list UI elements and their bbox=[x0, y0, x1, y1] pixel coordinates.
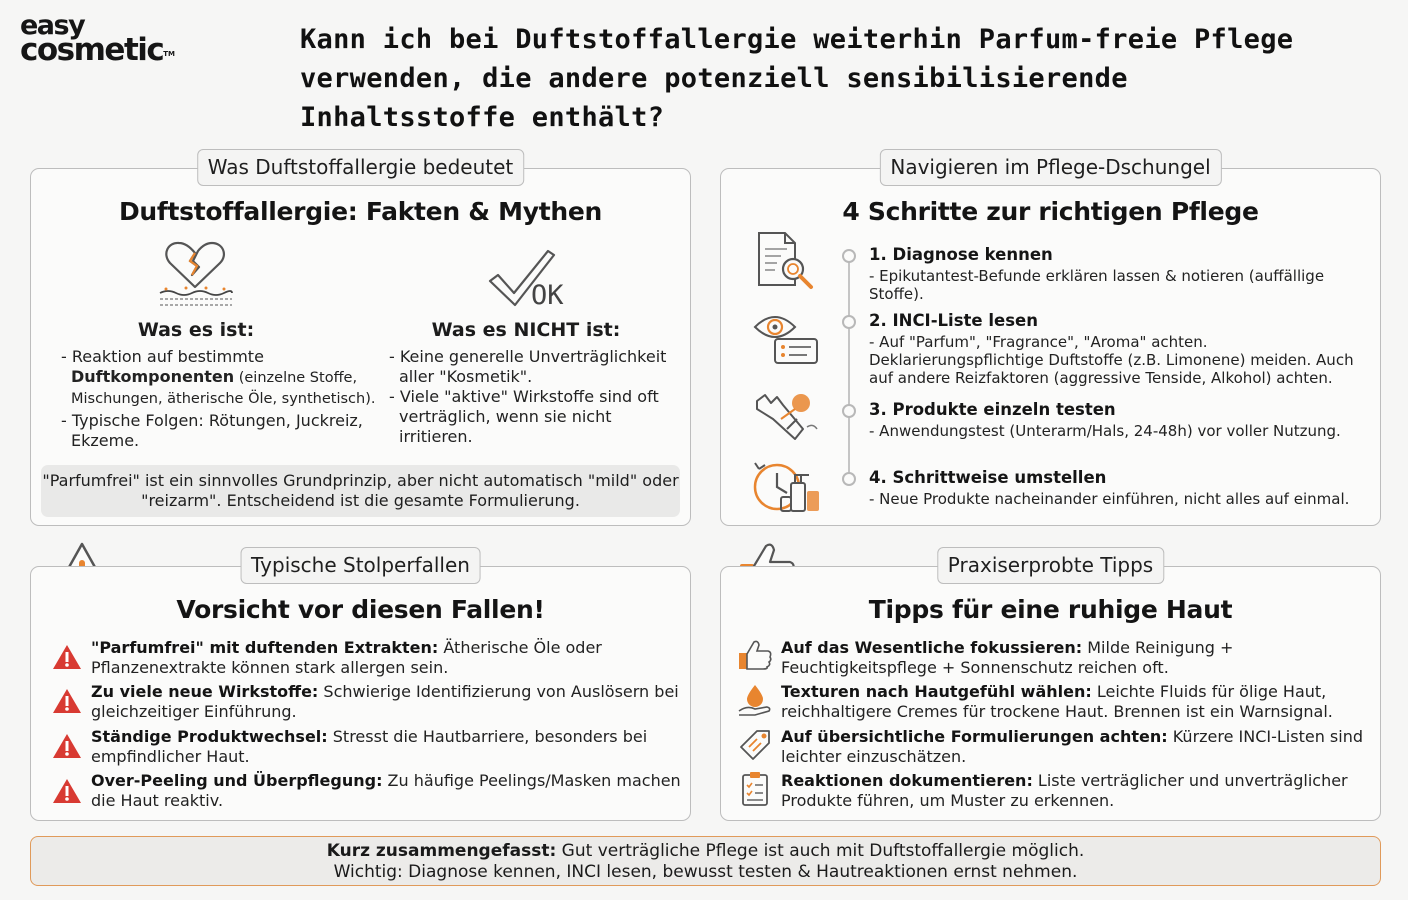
panel-heading-calm-skin: Tipps für eine ruhige Haut bbox=[868, 595, 1233, 624]
pitfall-4-text: Zu häufige Peelings/Masken machen die Haut reaktiv. bbox=[91, 771, 681, 810]
panel-heading-four-steps: 4 Schritte zur richtigen Pflege bbox=[842, 197, 1259, 226]
step-dot-4 bbox=[842, 472, 856, 486]
pitfall-2-text: Schwierige Identifizierung von Auslösern bei gleichzeitiger Einführung. bbox=[91, 682, 679, 721]
tip-3 bbox=[781, 727, 1371, 767]
step-3-title: 3. Produkte einzeln testen bbox=[869, 400, 1116, 419]
tag-icon bbox=[737, 727, 773, 761]
is-bullet-1 bbox=[61, 347, 381, 409]
is-list bbox=[61, 347, 381, 451]
tip-4 bbox=[781, 771, 1371, 811]
document-search-icon bbox=[751, 229, 821, 293]
pitfall-2-title: Zu viele neue Wirkstoffe: bbox=[91, 682, 319, 701]
ok-label: OK bbox=[531, 280, 564, 311]
is-bullet-1-bold: Duftkomponenten bbox=[71, 367, 235, 386]
checklist-icon bbox=[739, 771, 771, 807]
panel-tab-pitfalls: Typische Stolperfallen bbox=[240, 547, 481, 584]
tip-3-title: Auf übersichtliche Formulierungen achten: bbox=[781, 727, 1168, 746]
isnot-bullet-1: - Keine generelle Unverträglichkeit aller "Kosmetik". bbox=[389, 347, 667, 386]
tip-1-text: Milde Reinigung + Feuchtigkeitspflege + Sonnenschutz reichen oft. bbox=[781, 638, 1234, 677]
check-ok-icon bbox=[486, 247, 606, 311]
arm-test-icon bbox=[751, 389, 821, 445]
easycosmetic-logo bbox=[20, 10, 190, 68]
pitfall-3-text: Stresst die Hautbarriere, besonders bei empfindlicher Haut. bbox=[91, 727, 648, 766]
step-2-text: - Auf "Parfum", "Fragrance", "Aroma" achten. Deklarierungspflichtige Duftstoffe (z.B. Limonene) meiden. Auch auf andere Reizfaktoren (aggressive Tenside, Alkohol) achten. bbox=[869, 333, 1354, 387]
pitfall-1 bbox=[91, 638, 681, 678]
pitfall-4-title: Over-Peeling und Überpflegung: bbox=[91, 771, 383, 790]
panel-tab-tips: Praxiserprobte Tipps bbox=[937, 547, 1164, 584]
logo-trademark: TM bbox=[163, 50, 176, 58]
summary-text: Gut verträgliche Pflege ist auch mit Duftstoffallergie möglich. bbox=[556, 841, 1085, 861]
steps-timeline bbox=[848, 255, 850, 481]
pitfall-2 bbox=[91, 682, 681, 722]
is-heading: Was es ist: bbox=[137, 319, 255, 341]
summary-label: Kurz zusammengefasst: bbox=[326, 841, 557, 861]
pitfall-1-title: "Parfumfrei" mit duftenden Extrakten: bbox=[91, 638, 439, 657]
thumbs-up-small-icon bbox=[737, 639, 773, 671]
warning-icon bbox=[51, 777, 83, 805]
clock-products-icon bbox=[751, 459, 821, 517]
step-dot-2 bbox=[842, 315, 856, 329]
fragrance-free-note: "Parfumfrei" ist ein sinnvolles Grundprinzip, aber nicht automatisch "mild" oder "reizarm". Entscheidend ist die gesamte Formulierung. bbox=[41, 465, 680, 517]
pitfall-4 bbox=[91, 771, 681, 811]
step-4-text: - Neue Produkte nacheinander einführen, nicht alles auf einmal. bbox=[869, 490, 1350, 508]
tip-2 bbox=[781, 682, 1371, 722]
tip-2-title: Texturen nach Hautgefühl wählen: bbox=[781, 682, 1092, 701]
panel-care-jungle bbox=[720, 155, 1381, 526]
isnot-list bbox=[389, 347, 679, 447]
page-title: Kann ich bei Duftstoffallergie weiterhin Parfum-freie Pflege verwenden, die andere potenziell sensibilisierende Inhaltsstoffe enthält? bbox=[300, 24, 1294, 133]
panel-tab-allergy-meaning: Was Duftstoffallergie bedeutet bbox=[197, 149, 525, 186]
warning-icon bbox=[51, 732, 83, 760]
summary-box bbox=[30, 836, 1381, 886]
tip-4-text: Liste verträglicher und unverträglicher Produkte führen, um Muster zu erkennen. bbox=[781, 771, 1348, 810]
step-dot-3 bbox=[842, 404, 856, 418]
step-1-title: 1. Diagnose kennen bbox=[869, 245, 1053, 264]
warning-icon bbox=[51, 643, 83, 671]
logo-line-2 bbox=[20, 32, 190, 68]
tip-1 bbox=[781, 638, 1371, 678]
panel-tab-care-jungle: Navigieren im Pflege-Dschungel bbox=[879, 149, 1221, 186]
eye-list-icon bbox=[751, 309, 821, 369]
panel-allergy-meaning bbox=[30, 155, 691, 526]
step-3-text: - Anwendungstest (Unterarm/Hals, 24-48h) vor voller Nutzung. bbox=[869, 422, 1341, 440]
warning-icon bbox=[51, 687, 83, 715]
summary-line-1 bbox=[31, 841, 1380, 862]
panel-heading-beware-traps: Vorsicht vor diesen Fallen! bbox=[176, 595, 545, 624]
pitfall-3 bbox=[91, 727, 681, 767]
tip-1-title: Auf das Wesentliche fokussieren: bbox=[781, 638, 1083, 657]
summary-line-2: Wichtig: Diagnose kennen, INCI lesen, bewusst testen & Hautreaktionen ernst nehmen. bbox=[333, 862, 1078, 882]
panel-heading-facts-myths: Duftstoffallergie: Fakten & Mythen bbox=[118, 197, 603, 226]
step-1-text: - Epikutantest-Befunde erklären lassen & notieren (auffällige Stoffe). bbox=[869, 267, 1325, 303]
is-bullet-1-text: - Reaktion auf bestimmte bbox=[61, 347, 264, 366]
tip-4-title: Reaktionen dokumentieren: bbox=[781, 771, 1033, 790]
step-2-title: 2. INCI-Liste lesen bbox=[869, 311, 1038, 330]
broken-heart-skin-icon bbox=[156, 239, 234, 309]
tip-3-text: Kürzere INCI-Listen sind leichter einzuschätzen. bbox=[781, 727, 1364, 766]
isnot-bullet-2: - Viele "aktive" Wirkstoffe sind oft verträglich, wenn sie nicht irritieren. bbox=[389, 387, 659, 446]
step-4-title: 4. Schrittweise umstellen bbox=[869, 468, 1107, 487]
is-bullet-1-detail: (einzelne Stoffe, Mischungen, ätherische Öle, synthetisch). bbox=[71, 370, 376, 407]
panel-pitfalls bbox=[30, 553, 691, 821]
isnot-heading: Was es NICHT ist: bbox=[431, 319, 621, 341]
drop-hand-icon bbox=[737, 683, 773, 717]
pitfall-3-title: Ständige Produktwechsel: bbox=[91, 727, 328, 746]
panel-tips bbox=[720, 553, 1381, 821]
step-dot-1 bbox=[842, 249, 856, 263]
pitfall-1-text: Ätherische Öle oder Pflanzenextrakte können stark allergen sein. bbox=[91, 638, 602, 677]
logo-word: cosmetic bbox=[20, 32, 164, 68]
is-bullet-2: - Typische Folgen: Rötungen, Juckreiz, Ekzeme. bbox=[61, 411, 363, 450]
tip-2-text: Leichte Fluids für ölige Haut, reichhaltigere Cremes für trockene Haut. Brennen ist ein Warnsignal. bbox=[781, 682, 1333, 721]
logo-line-1: easy bbox=[20, 10, 85, 41]
